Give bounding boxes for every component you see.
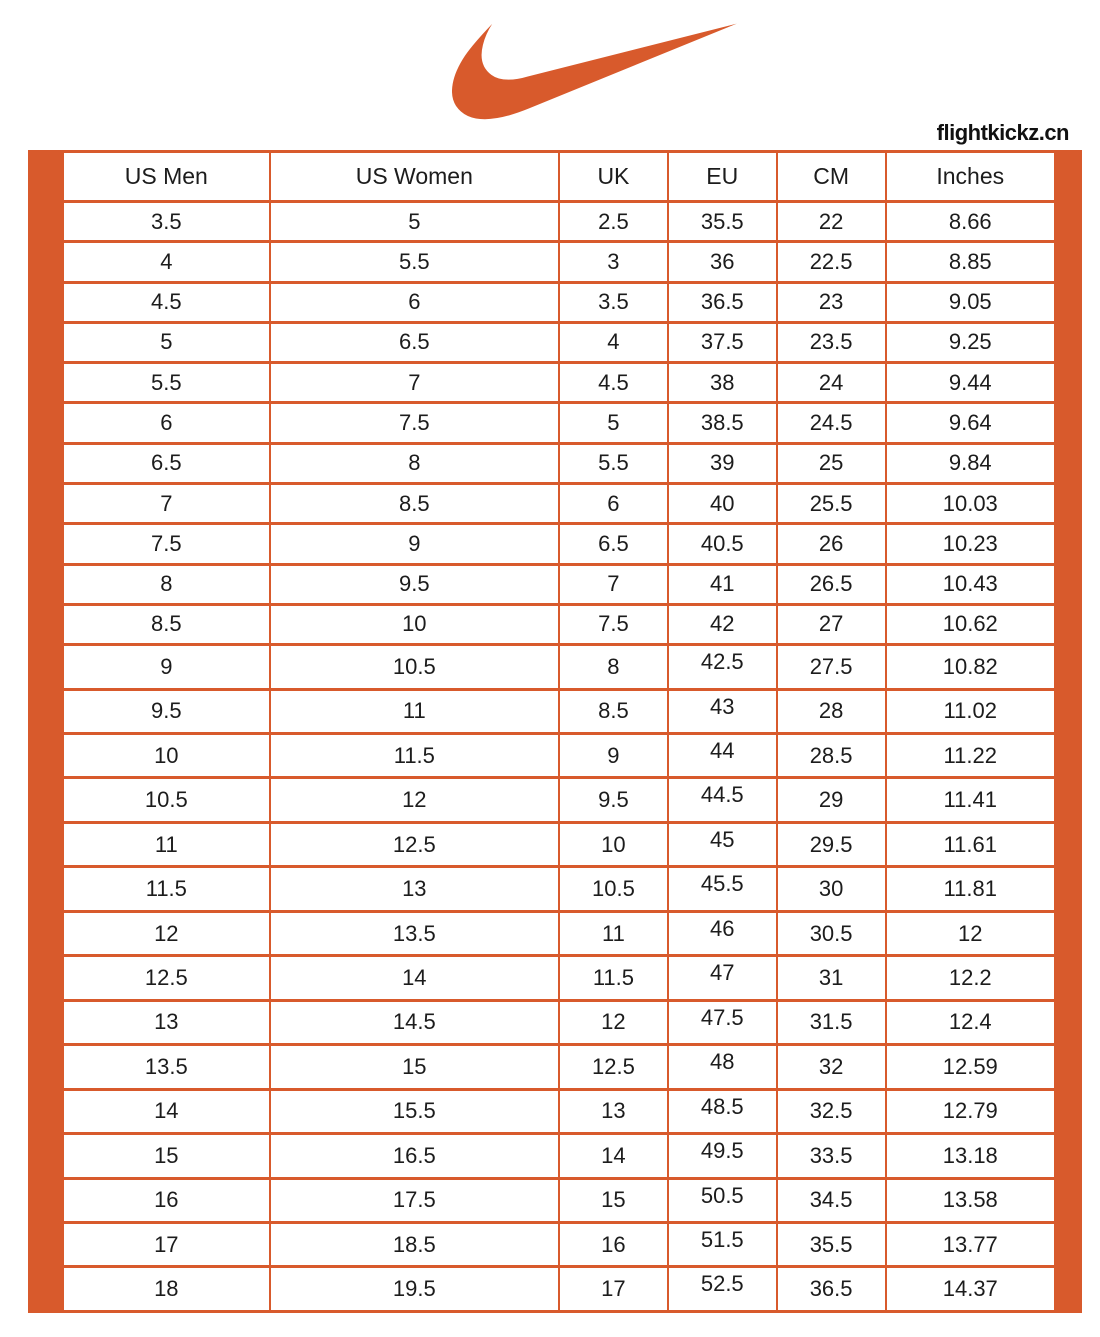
- size-cell: 12.4: [886, 1000, 1055, 1044]
- size-cell: 10.5: [270, 645, 559, 689]
- size-cell: 8: [559, 645, 668, 689]
- size-cell: 40: [668, 483, 777, 523]
- size-cell: 37.5: [668, 322, 777, 362]
- size-cell: 14.37: [886, 1267, 1055, 1312]
- size-cell: 12: [63, 911, 270, 955]
- size-cell: 15.5: [270, 1089, 559, 1133]
- size-cell: 12.59: [886, 1045, 1055, 1089]
- table-row: [63, 911, 1055, 955]
- table-row: [63, 645, 1055, 689]
- size-cell: 36: [668, 242, 777, 282]
- size-cell: 10: [270, 604, 559, 644]
- size-cell: 22.5: [777, 242, 886, 282]
- size-cell: 7.5: [270, 403, 559, 443]
- size-cell: 9.84: [886, 443, 1055, 483]
- size-cell: 26: [777, 524, 886, 564]
- table-row: [63, 1000, 1055, 1044]
- column-header: CM: [777, 152, 886, 202]
- table-row: [63, 689, 1055, 733]
- size-cell: 13.5: [270, 911, 559, 955]
- size-cell: 8.5: [63, 604, 270, 644]
- size-cell: 36.5: [668, 282, 777, 322]
- column-header: US Men: [63, 152, 270, 202]
- size-cell: 9: [63, 645, 270, 689]
- size-cell: 45: [668, 822, 777, 866]
- size-cell: 9: [270, 524, 559, 564]
- size-cell: 13.58: [886, 1178, 1055, 1222]
- size-cell: 19.5: [270, 1267, 559, 1312]
- page-header: [0, 0, 1100, 150]
- size-cell: 4: [63, 242, 270, 282]
- column-header: Inches: [886, 152, 1055, 202]
- size-cell: 44: [668, 734, 777, 778]
- column-header: UK: [559, 152, 668, 202]
- size-cell: 24: [777, 363, 886, 403]
- size-cell: 7: [559, 564, 668, 604]
- header-row: [63, 152, 1055, 202]
- size-cell: 7: [270, 363, 559, 403]
- size-cell: 12.5: [63, 956, 270, 1000]
- size-cell: 8.85: [886, 242, 1055, 282]
- size-cell: 33.5: [777, 1134, 886, 1178]
- size-cell: 43: [668, 689, 777, 733]
- size-cell: 17: [559, 1267, 668, 1312]
- size-cell: 9.25: [886, 322, 1055, 362]
- size-cell: 44.5: [668, 778, 777, 822]
- size-cell: 8.5: [559, 689, 668, 733]
- size-cell: 12.2: [886, 956, 1055, 1000]
- size-cell: 3.5: [63, 202, 270, 242]
- size-cell: 52.5: [668, 1267, 777, 1312]
- size-cell: 2.5: [559, 202, 668, 242]
- size-cell: 12.5: [559, 1045, 668, 1089]
- size-cell: 5: [270, 202, 559, 242]
- size-cell: 14.5: [270, 1000, 559, 1044]
- size-cell: 10: [63, 734, 270, 778]
- size-cell: 32.5: [777, 1089, 886, 1133]
- size-cell: 16: [559, 1222, 668, 1266]
- size-cell: 45.5: [668, 867, 777, 911]
- size-cell: 31: [777, 956, 886, 1000]
- size-cell: 11.02: [886, 689, 1055, 733]
- size-cell: 14: [63, 1089, 270, 1133]
- table-row: [63, 1267, 1055, 1312]
- size-cell: 6.5: [63, 443, 270, 483]
- size-cell: 10.23: [886, 524, 1055, 564]
- right-accent-bar: [1056, 150, 1082, 1313]
- size-cell: 15: [559, 1178, 668, 1222]
- size-cell: 6.5: [559, 524, 668, 564]
- table-row: [63, 524, 1055, 564]
- table-row: [63, 1134, 1055, 1178]
- size-cell: 11.81: [886, 867, 1055, 911]
- size-cell: 14: [559, 1134, 668, 1178]
- size-cell: 9: [559, 734, 668, 778]
- size-cell: 29.5: [777, 822, 886, 866]
- size-cell: 26.5: [777, 564, 886, 604]
- website-label: flightkickz.cn: [936, 120, 1069, 145]
- size-cell: 10.62: [886, 604, 1055, 644]
- table-row: [63, 202, 1055, 242]
- table-row: [63, 403, 1055, 443]
- size-cell: 15: [63, 1134, 270, 1178]
- table-row: [63, 282, 1055, 322]
- size-cell: 10.5: [63, 778, 270, 822]
- size-cell: 35.5: [668, 202, 777, 242]
- size-cell: 48: [668, 1045, 777, 1089]
- size-cell: 5.5: [63, 363, 270, 403]
- size-cell: 11: [559, 911, 668, 955]
- size-cell: 40.5: [668, 524, 777, 564]
- size-cell: 4.5: [559, 363, 668, 403]
- table-row: [63, 822, 1055, 866]
- table-row: [63, 734, 1055, 778]
- column-header: US Women: [270, 152, 559, 202]
- size-cell: 38: [668, 363, 777, 403]
- size-cell: 14: [270, 956, 559, 1000]
- size-cell: 24.5: [777, 403, 886, 443]
- size-cell: 11: [270, 689, 559, 733]
- size-cell: 18: [63, 1267, 270, 1312]
- size-cell: 6: [63, 403, 270, 443]
- table-row: [63, 564, 1055, 604]
- size-cell: 5.5: [270, 242, 559, 282]
- size-cell: 12: [270, 778, 559, 822]
- size-cell: 13: [559, 1089, 668, 1133]
- size-cell: 13: [270, 867, 559, 911]
- size-cell: 30: [777, 867, 886, 911]
- table-header: [63, 152, 1055, 202]
- table-row: [63, 483, 1055, 523]
- size-cell: 12.79: [886, 1089, 1055, 1133]
- size-cell: 9.5: [559, 778, 668, 822]
- size-cell: 10.03: [886, 483, 1055, 523]
- size-cell: 17: [63, 1222, 270, 1266]
- size-cell: 23.5: [777, 322, 886, 362]
- size-cell: 4.5: [63, 282, 270, 322]
- table-body: [63, 202, 1055, 1312]
- size-cell: 41: [668, 564, 777, 604]
- size-cell: 27: [777, 604, 886, 644]
- table-row: [63, 778, 1055, 822]
- size-cell: 9.44: [886, 363, 1055, 403]
- size-cell: 7.5: [559, 604, 668, 644]
- table-row: [63, 363, 1055, 403]
- size-cell: 25.5: [777, 483, 886, 523]
- size-cell: 11.22: [886, 734, 1055, 778]
- size-cell: 22: [777, 202, 886, 242]
- table-row: [63, 1089, 1055, 1133]
- size-conversion-table: [62, 150, 1056, 1313]
- table-row: [63, 322, 1055, 362]
- table-row: [63, 604, 1055, 644]
- size-cell: 10.43: [886, 564, 1055, 604]
- size-cell: 31.5: [777, 1000, 886, 1044]
- table-row: [63, 1222, 1055, 1266]
- size-cell: 13: [63, 1000, 270, 1044]
- size-cell: 3: [559, 242, 668, 282]
- size-cell: 49.5: [668, 1134, 777, 1178]
- table-row: [63, 1045, 1055, 1089]
- size-cell: 4: [559, 322, 668, 362]
- size-cell: 10: [559, 822, 668, 866]
- size-cell: 8.66: [886, 202, 1055, 242]
- size-cell: 42: [668, 604, 777, 644]
- size-cell: 16: [63, 1178, 270, 1222]
- size-cell: 11: [63, 822, 270, 866]
- size-cell: 47: [668, 956, 777, 1000]
- size-cell: 6: [270, 282, 559, 322]
- table-row: [63, 443, 1055, 483]
- table-row: [63, 956, 1055, 1000]
- size-cell: 46: [668, 911, 777, 955]
- size-cell: 9.5: [63, 689, 270, 733]
- size-cell: 7: [63, 483, 270, 523]
- size-cell: 10.5: [559, 867, 668, 911]
- size-cell: 11.5: [63, 867, 270, 911]
- size-cell: 11.41: [886, 778, 1055, 822]
- size-cell: 29: [777, 778, 886, 822]
- size-cell: 39: [668, 443, 777, 483]
- size-cell: 34.5: [777, 1178, 886, 1222]
- size-cell: 35.5: [777, 1222, 886, 1266]
- size-cell: 8: [270, 443, 559, 483]
- size-cell: 12: [559, 1000, 668, 1044]
- size-cell: 9.64: [886, 403, 1055, 443]
- table-row: [63, 1178, 1055, 1222]
- size-cell: 17.5: [270, 1178, 559, 1222]
- table-row: [63, 242, 1055, 282]
- size-cell: 7.5: [63, 524, 270, 564]
- size-cell: 12.5: [270, 822, 559, 866]
- size-cell: 28.5: [777, 734, 886, 778]
- size-cell: 11.61: [886, 822, 1055, 866]
- size-cell: 15: [270, 1045, 559, 1089]
- size-cell: 51.5: [668, 1222, 777, 1266]
- size-cell: 12: [886, 911, 1055, 955]
- size-cell: 36.5: [777, 1267, 886, 1312]
- size-cell: 8: [63, 564, 270, 604]
- size-cell: 5: [559, 403, 668, 443]
- size-cell: 48.5: [668, 1089, 777, 1133]
- table-row: [63, 867, 1055, 911]
- size-cell: 28: [777, 689, 886, 733]
- size-cell: 18.5: [270, 1222, 559, 1266]
- left-accent-bar: [28, 150, 62, 1313]
- column-header: EU: [668, 152, 777, 202]
- size-chart: [28, 150, 1082, 1313]
- size-cell: 10.82: [886, 645, 1055, 689]
- size-cell: 5.5: [559, 443, 668, 483]
- size-cell: 50.5: [668, 1178, 777, 1222]
- size-cell: 13.18: [886, 1134, 1055, 1178]
- size-cell: 5: [63, 322, 270, 362]
- size-cell: 6.5: [270, 322, 559, 362]
- size-cell: 38.5: [668, 403, 777, 443]
- size-cell: 11.5: [559, 956, 668, 1000]
- size-cell: 32: [777, 1045, 886, 1089]
- size-cell: 13.77: [886, 1222, 1055, 1266]
- size-cell: 6: [559, 483, 668, 523]
- size-cell: 27.5: [777, 645, 886, 689]
- size-cell: 30.5: [777, 911, 886, 955]
- size-cell: 8.5: [270, 483, 559, 523]
- size-cell: 9.5: [270, 564, 559, 604]
- size-cell: 25: [777, 443, 886, 483]
- size-cell: 23: [777, 282, 886, 322]
- size-cell: 3.5: [559, 282, 668, 322]
- size-cell: 42.5: [668, 645, 777, 689]
- size-cell: 47.5: [668, 1000, 777, 1044]
- nike-swoosh-icon: [452, 22, 737, 120]
- size-cell: 9.05: [886, 282, 1055, 322]
- size-cell: 11.5: [270, 734, 559, 778]
- size-cell: 16.5: [270, 1134, 559, 1178]
- size-cell: 13.5: [63, 1045, 270, 1089]
